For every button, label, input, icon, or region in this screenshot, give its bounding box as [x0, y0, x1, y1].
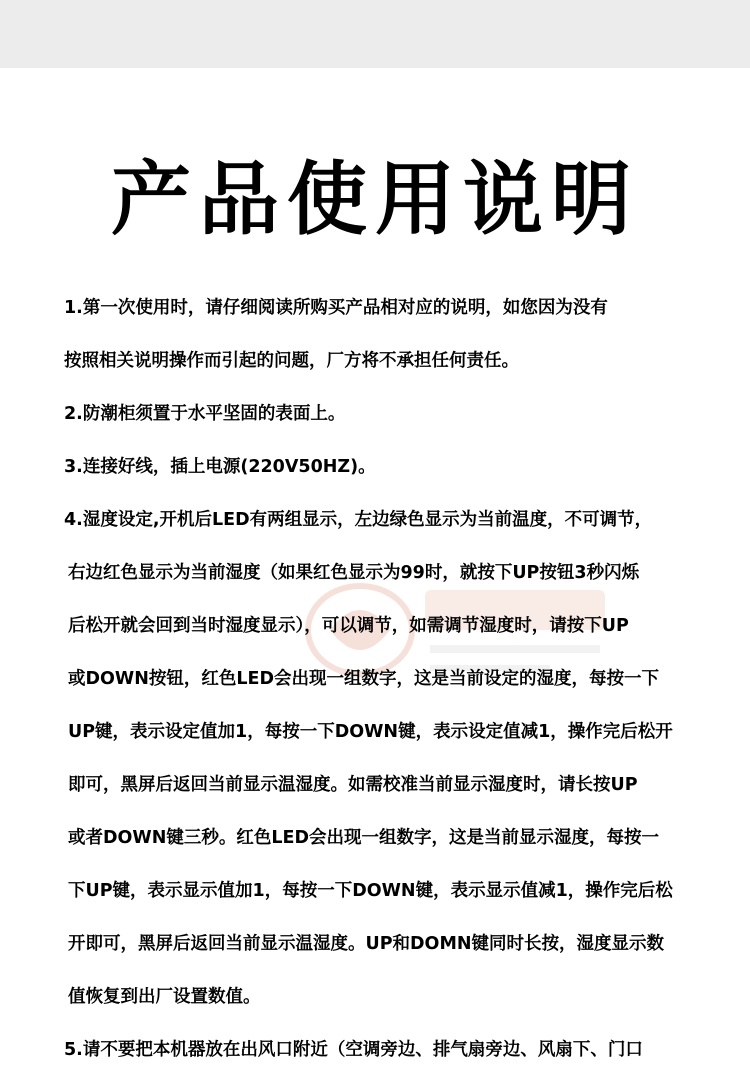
text-line: 值恢复到出厂设置数值。: [68, 987, 261, 1007]
top-gray-band: [0, 0, 750, 68]
text-line: 2.防潮柜须置于水平坚固的表面上。: [64, 404, 346, 424]
text-line: 1.第一次使用时，请仔细阅读所购买产品相对应的说明，如您因为没有: [64, 298, 608, 318]
page-title: 产品使用说明: [111, 153, 639, 246]
instruction-item-4: [64, 494, 724, 1024]
text-line: 或DOWN按钮，红色LED会出现一组数字，这是当前设定的湿度，每按一下: [68, 669, 659, 689]
text-line: UP键，表示设定值加1，每按一下DOWN键，表示设定值减1，操作完后松开: [68, 722, 673, 742]
instruction-item-1: [64, 282, 724, 388]
text-line: 3.连接好线，插上电源(220V50HZ)。: [64, 457, 376, 477]
text-line: 或者DOWN键三秒。红色LED会出现一组数字，这是当前显示湿度，每按一: [68, 828, 659, 848]
text-line: 下UP键，表示显示值加1，每按一下DOWN键，表示显示值减1，操作完后松: [68, 881, 673, 901]
instructions-body: [64, 282, 724, 1077]
text-line: 右边红色显示为当前湿度（如果红色显示为99时，就按下UP按钮3秒闪烁: [68, 563, 640, 583]
text-line: 开即可，黑屏后返回当前显示温湿度。UP和DOMN键同时长按，湿度显示数: [68, 934, 664, 954]
text-line: 即可，黑屏后返回当前显示温湿度。如需校准当前显示湿度时，请长按UP: [68, 775, 638, 795]
text-line: 4.湿度设定,开机后LED有两组显示，左边绿色显示为当前温度，不可调节，: [64, 510, 653, 530]
text-line: 5.请不要把本机器放在出风口附近（空调旁边、排气扇旁边、风扇下、门口: [64, 1040, 643, 1060]
instruction-item-3: [64, 441, 724, 494]
text-line: 按照相关说明操作而引起的问题，厂方将不承担任何责任。: [64, 351, 519, 371]
text-line: 后松开就会回到当时湿度显示），可以调节，如需调节湿度时，请按下UP: [68, 616, 629, 636]
instruction-item-2: [64, 388, 724, 441]
instruction-item-5: [64, 1024, 724, 1077]
